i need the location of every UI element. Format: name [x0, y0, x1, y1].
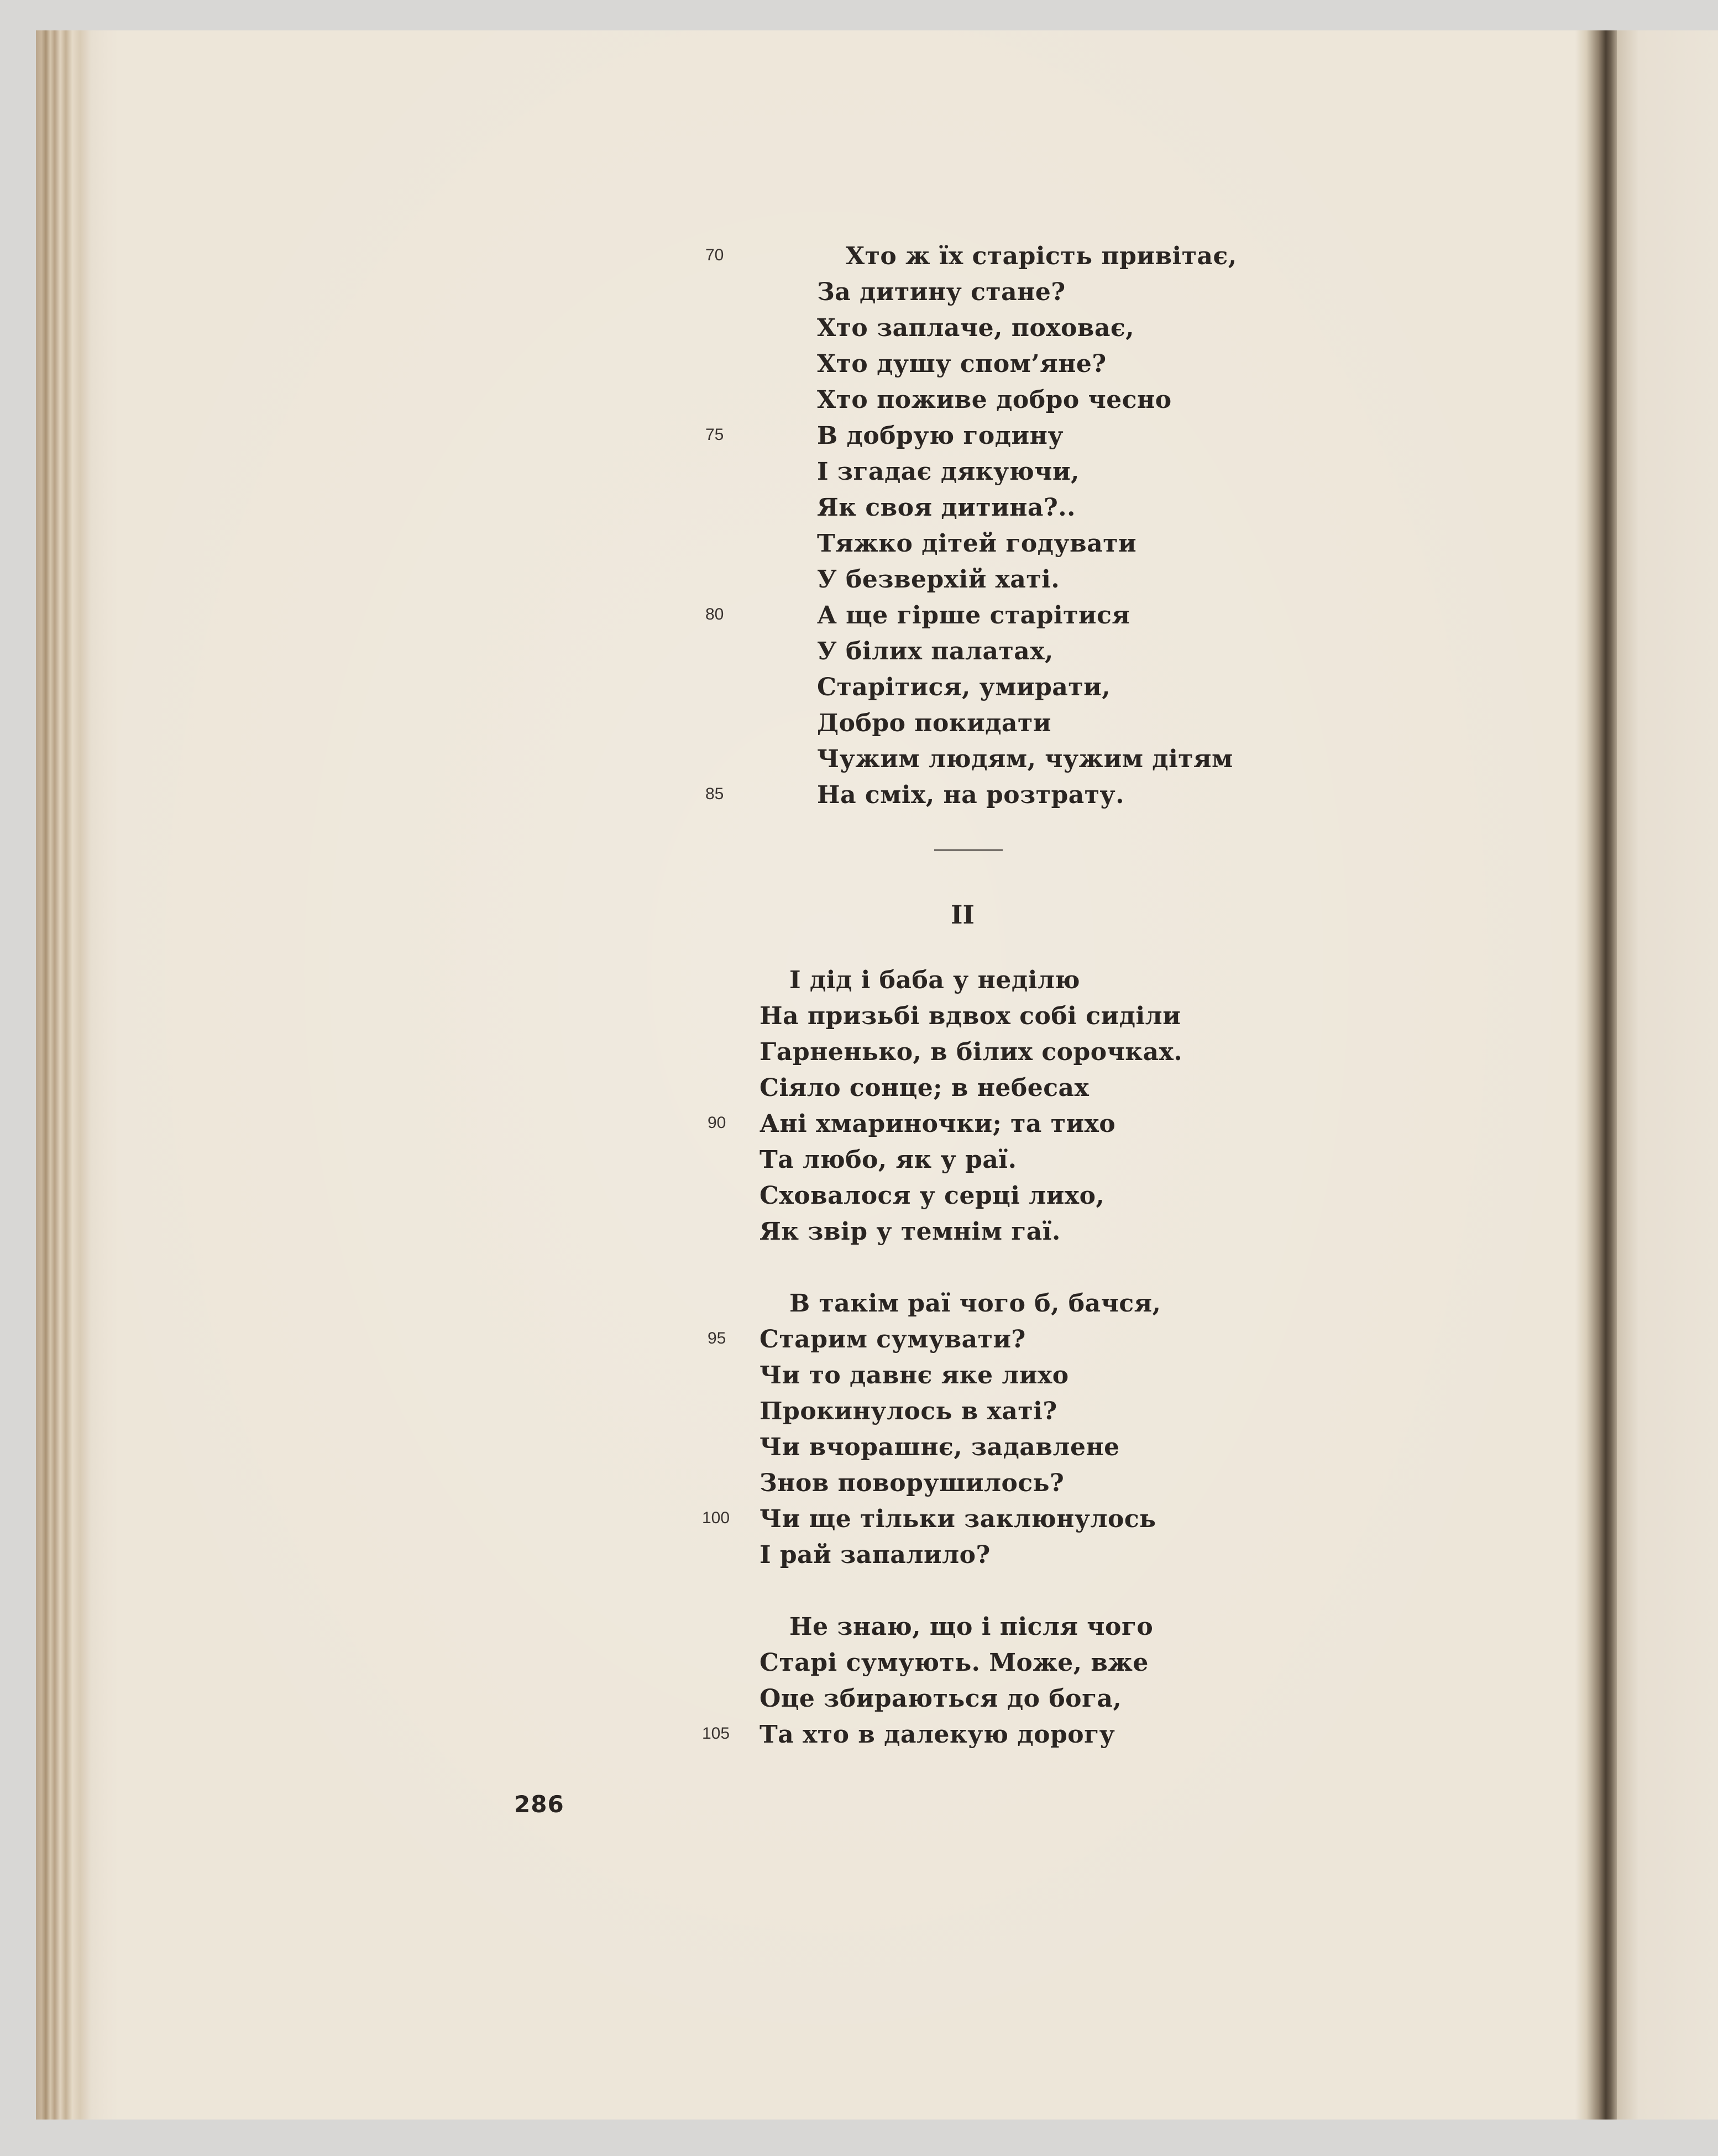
poem-line: Ані хмариночки; та тихо	[760, 1110, 1116, 1138]
poem-line: У білих палатах,	[817, 637, 1054, 665]
poem-line: В такім раї чого б, бачся,	[789, 1289, 1161, 1318]
poem-line: Сіяло сонце; в небесах	[760, 1074, 1090, 1102]
poem-line: Чи ще тільки заклюнулось	[760, 1505, 1156, 1533]
poem-line: І дід і баба у неділю	[789, 966, 1081, 994]
poem-line: І згадає дякуючи,	[817, 458, 1080, 486]
poem-line: Старі сумують. Може, вже	[760, 1649, 1149, 1677]
poem-line: За дитину стане?	[817, 278, 1066, 306]
poem-line: Добро покидати	[817, 709, 1051, 737]
page-number: 286	[514, 1791, 564, 1818]
poem-line: Оце збираються до бога,	[760, 1685, 1122, 1713]
poem-line: Хто заплаче, поховає,	[817, 314, 1135, 342]
poem-line: Чи то давнє яке лихо	[760, 1361, 1069, 1389]
poem-line: У безверхій хаті.	[817, 565, 1060, 594]
poem-line: На сміх, на розтрату.	[817, 781, 1125, 809]
line-number: 100	[702, 1509, 730, 1527]
poem-line: І рай запалило?	[760, 1541, 991, 1569]
line-number: 80	[705, 605, 724, 623]
poem-line: Чужим людям, чужим дітям	[817, 745, 1233, 773]
poem-line: Як звір у темнім гаї.	[760, 1218, 1061, 1246]
poem-line: В добрую годину	[817, 422, 1064, 450]
poem-line: Хто душу спом’яне?	[817, 350, 1107, 378]
poem-line: Не знаю, що і після чого	[789, 1613, 1154, 1641]
section-heading: II	[951, 900, 975, 930]
poem-line: Сховалося у серці лихо,	[760, 1182, 1105, 1210]
poem-line: Чи вчорашнє, задавлене	[760, 1433, 1120, 1461]
poem-line: Прокинулось в хаті?	[760, 1397, 1057, 1425]
line-number: 85	[705, 785, 724, 803]
line-number: 75	[705, 426, 724, 444]
poem-line: А ще гірше старітися	[817, 601, 1130, 630]
poem-line: Хто поживе добро чесно	[817, 386, 1172, 414]
poem-line: Тяжко дітей годувати	[817, 529, 1137, 558]
poem-line: Гарненько, в білих сорочках.	[760, 1038, 1183, 1066]
line-number: 70	[705, 246, 724, 264]
poem-line: Як своя дитина?..	[817, 494, 1076, 522]
poem-line: Хто ж їх старість привітає,	[846, 242, 1237, 270]
poem-line: Старим сумувати?	[760, 1325, 1026, 1354]
section-divider	[934, 849, 1003, 851]
line-number: 105	[702, 1724, 730, 1743]
poem-line: Старітися, умирати,	[817, 673, 1111, 701]
line-number: 90	[708, 1114, 726, 1132]
poem-line: Та хто в далекую дорогу	[760, 1720, 1115, 1749]
poem-line: На призьбі вдвох собі сиділи	[760, 1002, 1181, 1030]
line-number: 95	[708, 1329, 726, 1347]
poem-line: Знов поворушилось?	[760, 1469, 1065, 1497]
poem-line: Та любо, як у раї.	[760, 1146, 1017, 1174]
